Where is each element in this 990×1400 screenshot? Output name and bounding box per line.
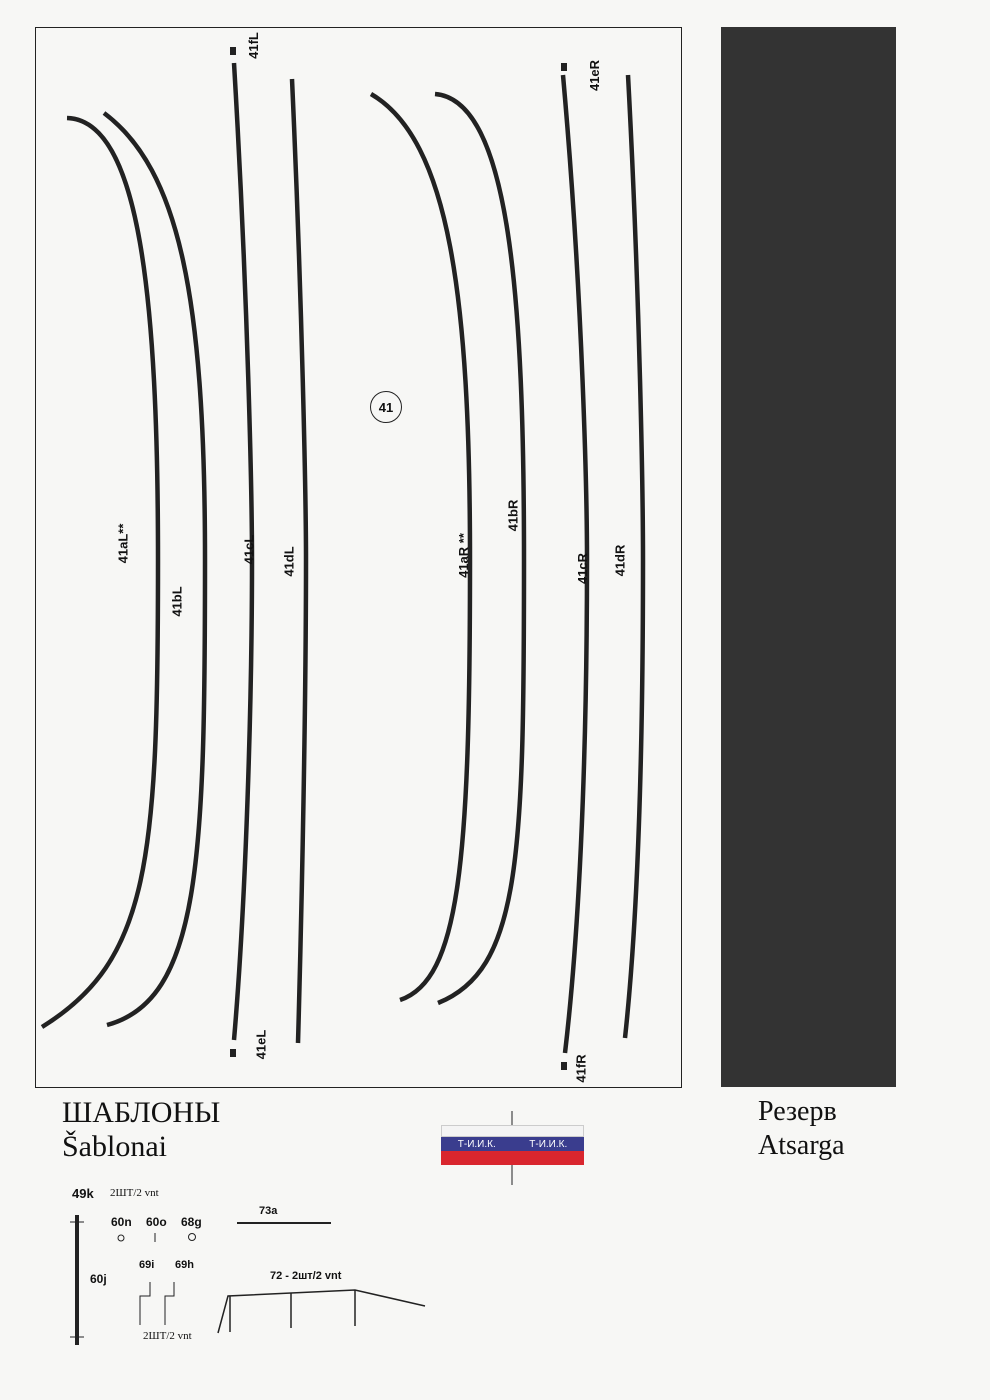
part-41bL: [104, 113, 205, 1025]
part-68g-shape: [189, 1234, 196, 1241]
label-41dL: 41dL: [281, 546, 297, 577]
label-41aR: 41aR **: [455, 533, 471, 578]
part-41eR: [561, 63, 567, 71]
label-60n: 60n: [111, 1215, 132, 1229]
label-41cR: 41cR: [575, 552, 591, 585]
part-69i-shape: [140, 1282, 150, 1325]
part-60n-shape: [118, 1235, 124, 1241]
part-group-number: 41: [370, 391, 402, 423]
templates-title-lt: Šablonai: [62, 1130, 167, 1163]
label-41fL: 41fL: [245, 32, 261, 59]
label-60o: 60o: [146, 1215, 167, 1229]
templates-title-ru: ШАБЛОНЫ: [62, 1096, 221, 1129]
label-49k: 49k: [72, 1186, 94, 1201]
label-60j: 60j: [90, 1272, 107, 1286]
label-41dR: 41dR: [612, 544, 628, 577]
label-69-qty: 2ШТ/2 vnt: [143, 1330, 192, 1342]
label-41fR: 41fR: [573, 1054, 589, 1083]
part-41dR: [625, 75, 643, 1038]
label-41cL: 41cL: [241, 534, 257, 565]
label-41aL: 41aL**: [115, 523, 131, 564]
reserve-title-lt: Atsarga: [758, 1130, 845, 1161]
label-69h: 69h: [175, 1259, 194, 1271]
label-41eL: 41eL: [253, 1029, 269, 1060]
label-73a: 73a: [259, 1205, 278, 1217]
flag-text-left: Т-И.И.К.: [457, 1138, 496, 1150]
part-69h-shape: [165, 1282, 174, 1325]
flag-text-right: Т-И.И.К.: [529, 1138, 568, 1150]
part-72-shape: [218, 1290, 425, 1333]
label-41eR: 41eR: [587, 59, 603, 92]
brand-flag: [441, 1125, 584, 1173]
part-41aL: [42, 118, 158, 1027]
part-41eL: [230, 1049, 236, 1057]
part-41fR: [561, 1062, 567, 1070]
label-69i: 69i: [139, 1259, 155, 1271]
part-41fL: [230, 47, 236, 55]
label-41bR: 41bR: [505, 499, 521, 532]
label-72: 72 - 2шт/2 vnt: [270, 1270, 342, 1282]
label-41bL: 41bL: [169, 586, 185, 617]
reserve-title-ru: Резерв: [758, 1096, 837, 1127]
label-49k-qty: 2ШТ/2 vnt: [110, 1187, 159, 1199]
label-68g: 68g: [181, 1215, 202, 1229]
